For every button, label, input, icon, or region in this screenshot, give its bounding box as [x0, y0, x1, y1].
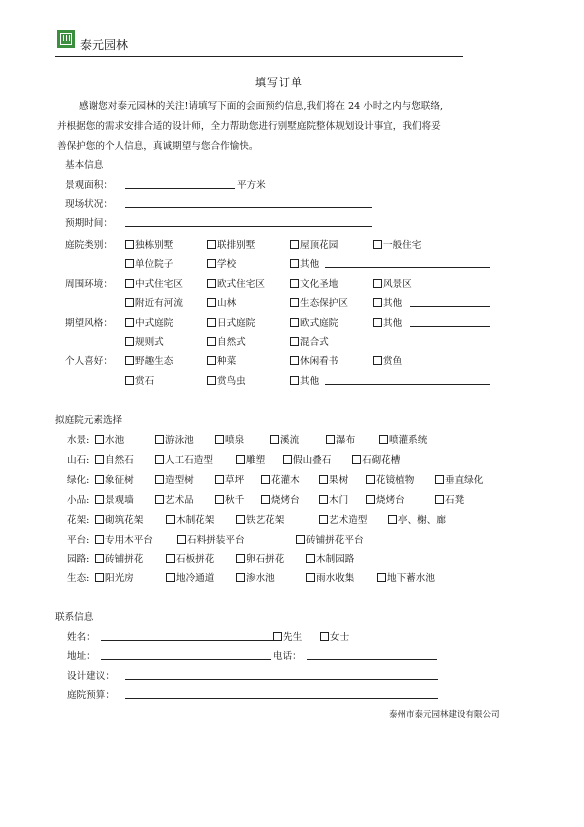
checkbox-icon — [366, 475, 375, 484]
hobby-option[interactable]: 赏石 — [125, 373, 154, 387]
checkbox-icon — [373, 356, 382, 365]
hobby-option-other[interactable]: 其他 — [290, 373, 319, 387]
water-option[interactable]: 水池 — [95, 432, 124, 446]
type-label: 庭院类别： — [65, 240, 113, 251]
style-label: 期望风格： — [65, 318, 113, 329]
checkbox-icon — [207, 240, 216, 249]
area-input[interactable] — [125, 188, 235, 189]
water-label: 水景: — [67, 435, 90, 446]
checkbox-icon — [125, 240, 134, 249]
small-option[interactable]: 木门 — [319, 492, 348, 506]
checkbox-icon — [95, 495, 104, 504]
frame-label: 花架: — [67, 515, 90, 526]
checkbox-icon — [379, 435, 388, 444]
type-option[interactable]: 一般住宅 — [373, 237, 421, 251]
checkbox-icon — [125, 298, 134, 307]
checkbox-icon — [155, 495, 164, 504]
style-option[interactable]: 欧式庭院 — [290, 315, 338, 329]
budget-label: 庭院预算： — [67, 690, 115, 701]
area-label: 景观面积： — [65, 180, 113, 191]
basic-info-heading: 基本信息 — [65, 160, 104, 171]
checkbox-icon — [290, 279, 299, 288]
green-option[interactable]: 造型树 — [155, 472, 194, 486]
green-option[interactable]: 草坪 — [215, 472, 244, 486]
eco-option[interactable]: 雨水收集 — [306, 570, 354, 584]
checkbox-icon — [95, 455, 104, 464]
checkbox-icon — [290, 337, 299, 346]
hobby-other-input[interactable] — [325, 384, 490, 385]
checkbox-icon — [290, 318, 299, 327]
checkbox-icon — [352, 455, 361, 464]
checkbox-icon — [95, 475, 104, 484]
status-label: 现场状况： — [65, 199, 113, 210]
env-label: 周围环境： — [65, 279, 113, 290]
type-option[interactable]: 学校 — [207, 256, 236, 270]
hobby-option[interactable]: 休闲看书 — [290, 353, 338, 367]
checkbox-icon — [306, 554, 315, 563]
checkbox-icon — [290, 240, 299, 249]
brand-logo-icon — [57, 30, 75, 48]
env-option[interactable]: 附近有河流 — [125, 295, 183, 309]
path-label: 园路: — [67, 554, 90, 565]
mr-option[interactable]: 先生 — [273, 629, 302, 643]
brand-name: 泰元园林 — [80, 38, 129, 52]
checkbox-icon — [290, 298, 299, 307]
frame-option[interactable]: 艺术造型 — [319, 512, 367, 526]
checkbox-icon — [273, 632, 282, 641]
water-option[interactable]: 喷灌系统 — [379, 432, 427, 446]
checkbox-icon — [435, 475, 444, 484]
small-option[interactable]: 景观墙 — [95, 492, 134, 506]
water-option[interactable]: 游泳池 — [155, 432, 194, 446]
ms-option[interactable]: 女士 — [320, 629, 349, 643]
checkbox-icon — [207, 356, 216, 365]
checkbox-icon — [125, 376, 134, 385]
type-option[interactable]: 独栋别墅 — [125, 237, 173, 251]
checkbox-icon — [207, 259, 216, 268]
water-option[interactable]: 喷泉 — [215, 432, 244, 446]
checkbox-icon — [320, 632, 329, 641]
frame-option[interactable]: 亭、榭、廊 — [388, 512, 446, 526]
frame-option[interactable]: 砌筑花架 — [95, 512, 143, 526]
phone-label: 电话： — [273, 651, 302, 662]
checkbox-icon — [306, 573, 315, 582]
checkbox-icon — [95, 573, 104, 582]
checkbox-icon — [236, 455, 245, 464]
checkbox-icon — [125, 337, 134, 346]
platform-option[interactable]: 石料拼装平台 — [177, 532, 245, 546]
eco-option[interactable]: 渗水池 — [236, 570, 275, 584]
checkbox-icon — [166, 515, 175, 524]
type-option[interactable]: 屋顶花园 — [290, 237, 338, 251]
checkbox-icon — [155, 435, 164, 444]
checkbox-icon — [95, 535, 104, 544]
style-option[interactable]: 日式庭院 — [207, 315, 255, 329]
checkbox-icon — [207, 298, 216, 307]
checkbox-icon — [373, 318, 382, 327]
checkbox-icon — [236, 573, 245, 582]
frame-option[interactable]: 木制花架 — [166, 512, 214, 526]
hobby-option[interactable]: 赏鸟虫 — [207, 373, 246, 387]
design-label: 设计建议： — [67, 671, 115, 682]
style-option[interactable]: 自然式 — [207, 334, 246, 348]
green-label: 绿化: — [67, 475, 90, 486]
rock-option[interactable]: 石砌花槽 — [352, 452, 400, 466]
rock-label: 山石: — [67, 455, 90, 466]
checkbox-icon — [373, 240, 382, 249]
checkbox-icon — [366, 495, 375, 504]
checkbox-icon — [373, 279, 382, 288]
checkbox-icon — [388, 515, 397, 524]
style-option[interactable]: 中式庭院 — [125, 315, 173, 329]
path-option[interactable]: 木制园路 — [306, 551, 354, 565]
small-option[interactable]: 秋千 — [215, 492, 244, 506]
green-option[interactable]: 花镜植物 — [366, 472, 414, 486]
name-label: 姓名： — [67, 632, 96, 643]
checkbox-icon — [95, 435, 104, 444]
checkbox-icon — [207, 318, 216, 327]
checkbox-icon — [155, 455, 164, 464]
checkbox-icon — [373, 298, 382, 307]
small-option[interactable]: 烧烤台 — [366, 492, 405, 506]
small-label: 小品: — [67, 495, 90, 506]
checkbox-icon — [166, 573, 175, 582]
checkbox-icon — [290, 356, 299, 365]
checkbox-icon — [326, 435, 335, 444]
checkbox-icon — [95, 554, 104, 563]
checkbox-icon — [377, 573, 386, 582]
water-option[interactable]: 瀑布 — [326, 432, 355, 446]
address-input[interactable] — [101, 659, 271, 660]
checkbox-icon — [261, 475, 270, 484]
checkbox-icon — [319, 515, 328, 524]
path-option[interactable]: 砖铺拼花 — [95, 551, 143, 565]
env-option[interactable]: 生态保护区 — [290, 295, 348, 309]
budget-input[interactable] — [125, 698, 438, 699]
platform-option[interactable]: 砖铺拼花平台 — [296, 532, 364, 546]
checkbox-icon — [236, 515, 245, 524]
platform-option[interactable]: 专用木平台 — [95, 532, 153, 546]
env-option-other[interactable]: 其他 — [373, 295, 402, 309]
rock-option[interactable]: 假山叠石 — [283, 452, 331, 466]
time-label: 预期时间： — [65, 218, 113, 229]
eco-option[interactable]: 地下蓄水池 — [377, 570, 435, 584]
env-option[interactable]: 风景区 — [373, 276, 412, 290]
address-label: 地址： — [67, 651, 96, 662]
checkbox-icon — [270, 435, 279, 444]
checkbox-icon — [155, 475, 164, 484]
checkbox-icon — [125, 279, 134, 288]
eco-option[interactable]: 阳光房 — [95, 570, 134, 584]
green-option[interactable]: 垂直绿化 — [435, 472, 483, 486]
type-other-input[interactable] — [325, 267, 490, 268]
hobby-option[interactable]: 种菜 — [207, 353, 236, 367]
path-option[interactable]: 卵石拼花 — [236, 551, 284, 565]
green-option[interactable]: 花灌木 — [261, 472, 300, 486]
intro-line-3: 善保护您的个人信息，真诚期望与您合作愉快。 — [57, 141, 259, 152]
checkbox-icon — [177, 535, 186, 544]
name-input[interactable] — [101, 640, 273, 641]
type-option[interactable]: 联排别墅 — [207, 237, 255, 251]
path-option[interactable]: 石板拼花 — [166, 551, 214, 565]
rock-option[interactable]: 人工石造型 — [155, 452, 213, 466]
hobby-option[interactable]: 野趣生态 — [125, 353, 173, 367]
time-input[interactable] — [125, 226, 372, 227]
green-option[interactable]: 果树 — [319, 472, 348, 486]
elements-heading: 拟庭院元素选择 — [55, 415, 123, 426]
checkbox-icon — [166, 554, 175, 563]
design-input[interactable] — [125, 679, 438, 680]
intro-text — [57, 97, 527, 157]
checkbox-icon — [319, 495, 328, 504]
checkbox-icon — [290, 376, 299, 385]
small-option[interactable]: 石凳 — [435, 492, 464, 506]
type-option[interactable]: 单位院子 — [125, 256, 173, 270]
env-other-input[interactable] — [410, 306, 490, 307]
eco-option[interactable]: 地冷通道 — [166, 570, 214, 584]
area-unit: 平方米 — [237, 180, 266, 191]
small-option[interactable]: 艺术品 — [155, 492, 194, 506]
checkbox-icon — [290, 259, 299, 268]
checkbox-icon — [435, 495, 444, 504]
checkbox-icon — [207, 376, 216, 385]
checkbox-icon — [125, 318, 134, 327]
green-option[interactable]: 象征树 — [95, 472, 134, 486]
water-option[interactable]: 溪流 — [270, 432, 299, 446]
style-option[interactable]: 混合式 — [290, 334, 329, 348]
page-title: 填写订单 — [255, 76, 303, 89]
checkbox-icon — [207, 337, 216, 346]
checkbox-icon — [283, 455, 292, 464]
footer-company: 泰州市泰元园林建设有限公司 — [389, 710, 500, 720]
hobby-option[interactable]: 赏鱼 — [373, 353, 402, 367]
phone-input[interactable] — [307, 659, 437, 660]
status-input[interactable] — [125, 207, 372, 208]
env-option[interactable]: 文化圣地 — [290, 276, 338, 290]
checkbox-icon — [261, 495, 270, 504]
checkbox-icon — [125, 259, 134, 268]
platform-label: 平台: — [67, 535, 90, 546]
checkbox-icon — [319, 475, 328, 484]
contact-heading: 联系信息 — [55, 612, 94, 623]
frame-option[interactable]: 铁艺花架 — [236, 512, 284, 526]
env-option[interactable]: 山林 — [207, 295, 236, 309]
intro-line-1: 感谢您对泰元园林的关注!请填写下面的会面预约信息,我们将在 24 小时之内与您联络, — [79, 101, 444, 112]
checkbox-icon — [215, 495, 224, 504]
checkbox-icon — [236, 554, 245, 563]
intro-line-2: 并根据您的需求安排合适的设计师，全力帮助您进行别墅庭院整体规划设计事宜，我们将妥 — [57, 121, 441, 132]
rock-option[interactable]: 雕塑 — [236, 452, 265, 466]
checkbox-icon — [207, 279, 216, 288]
env-option[interactable]: 欧式住宅区 — [207, 276, 265, 290]
style-option[interactable]: 规则式 — [125, 334, 164, 348]
small-option[interactable]: 烧烤台 — [261, 492, 300, 506]
type-option-other[interactable]: 其他 — [290, 256, 319, 270]
header-divider — [55, 56, 463, 57]
hobby-label: 个人喜好： — [65, 356, 113, 367]
checkbox-icon — [95, 515, 104, 524]
style-option-other[interactable]: 其他 — [373, 315, 402, 329]
env-option[interactable]: 中式住宅区 — [125, 276, 183, 290]
checkbox-icon — [125, 356, 134, 365]
checkbox-icon — [296, 535, 305, 544]
checkbox-icon — [215, 475, 224, 484]
rock-option[interactable]: 自然石 — [95, 452, 134, 466]
checkbox-icon — [215, 435, 224, 444]
style-other-input[interactable] — [410, 326, 490, 327]
eco-label: 生态: — [67, 573, 90, 584]
